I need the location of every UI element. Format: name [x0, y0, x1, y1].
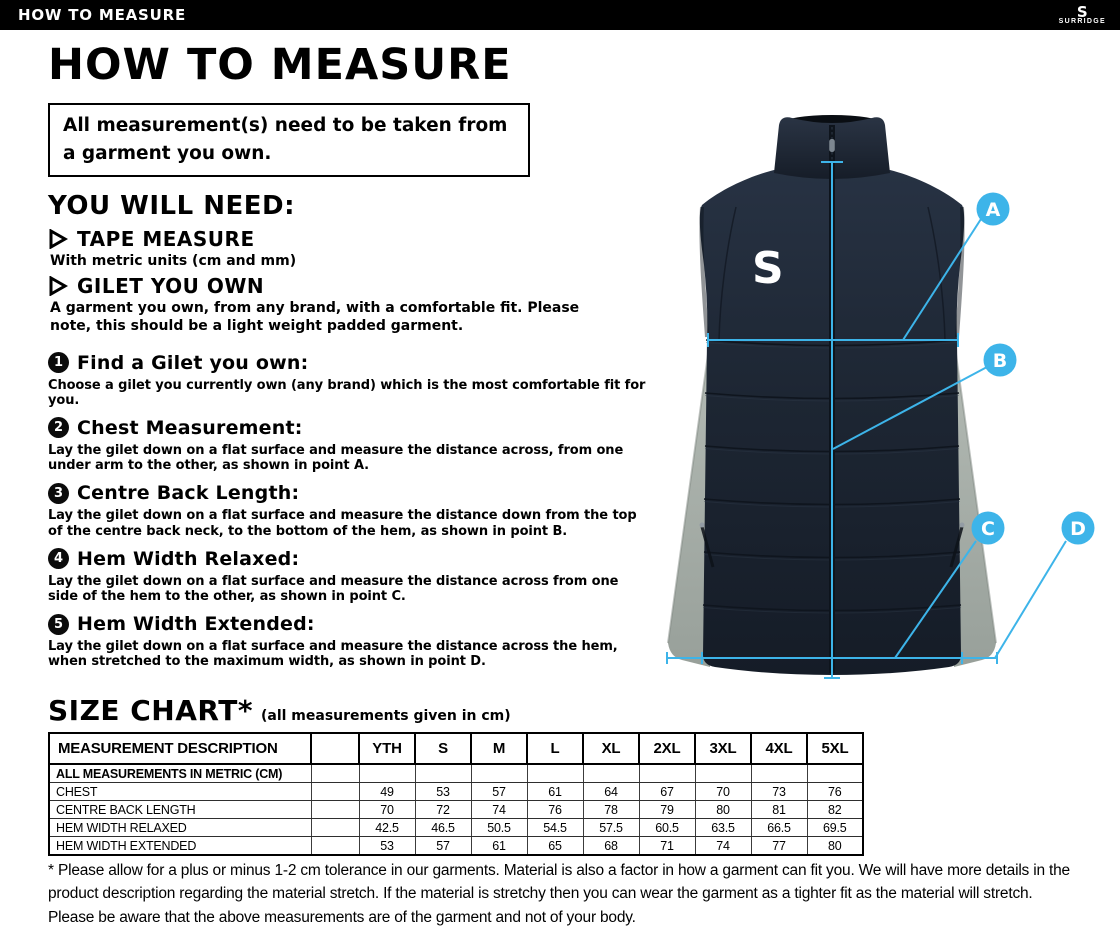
column-header-description: MEASUREMENT DESCRIPTION [49, 733, 311, 764]
step-head [48, 548, 648, 570]
svg-text:B: B [992, 350, 1008, 372]
column-header-size: M [471, 733, 527, 764]
measure-step [48, 548, 648, 604]
need-label: TAPE MEASURE [77, 227, 255, 251]
top-bar-title: HOW TO MEASURE [18, 6, 187, 24]
empty-cell [311, 764, 359, 783]
column-header-size: S [415, 733, 471, 764]
measurement-value: 61 [471, 837, 527, 856]
measure-point-b [984, 344, 1017, 377]
step-description: Lay the gilet down on a flat surface and measure the distance across, from one under arm to the other, as shown in point A. [48, 442, 624, 474]
size-table-header-row [49, 733, 863, 764]
step-number-badge: 1 [48, 352, 69, 373]
step-head [48, 417, 648, 439]
measure-step [48, 613, 648, 669]
measure-step [48, 417, 648, 473]
column-header-size: 3XL [695, 733, 751, 764]
measurement-value: 65 [527, 837, 583, 856]
need-item-head [48, 227, 648, 251]
step-number-badge: 2 [48, 417, 69, 438]
step-head [48, 352, 648, 374]
measurement-value: 76 [807, 783, 863, 801]
empty-cell [311, 783, 359, 801]
need-item [48, 274, 648, 335]
empty-cell [695, 764, 751, 783]
page-title: HOW TO MEASURE [48, 40, 512, 90]
step-title: Chest Measurement: [77, 416, 303, 439]
size-table-head [49, 733, 863, 764]
step-description: Lay the gilet down on a flat surface and measure the distance down from the top of the centre back neck, to the bottom of the hem, as shown in point B. [48, 508, 637, 539]
column-header-size: 2XL [639, 733, 695, 764]
empty-cell [807, 764, 863, 783]
need-item-head [48, 274, 648, 298]
measurement-value: 57 [415, 837, 471, 856]
top-bar [0, 0, 1120, 30]
measurement-value: 78 [583, 801, 639, 819]
gilet-measurement-diagram [640, 95, 1120, 725]
measurement-value: 82 [807, 801, 863, 819]
surridge-wordmark: SURRIDGE [1058, 17, 1106, 25]
measurement-value: 69.5 [807, 819, 863, 837]
measurement-value: 73 [751, 783, 807, 801]
svg-text:A: A [985, 199, 1001, 221]
measurement-label: CHEST [49, 783, 311, 801]
measure-step [48, 352, 648, 408]
size-table-body [49, 764, 863, 855]
measure-step [48, 482, 648, 538]
zip-pull [829, 139, 835, 152]
triangle-bullet-icon [48, 229, 68, 249]
empty-cell [311, 801, 359, 819]
measure-point-c [972, 512, 1005, 545]
instructions-column [48, 36, 648, 679]
step-title: Hem Width Extended: [77, 613, 315, 636]
note-box: All measurement(s) need to be taken from a garment you own. [48, 103, 530, 177]
measurement-value: 74 [695, 837, 751, 856]
step-description: Choose a gilet you currently own (any brand) which is the most comfortable fit for you. [48, 377, 646, 408]
empty-cell [639, 764, 695, 783]
measurement-label: HEM WIDTH RELAXED [49, 819, 311, 837]
measurement-value: 54.5 [527, 819, 583, 837]
you-will-need-heading: YOU WILL NEED: [48, 191, 295, 221]
measurement-value: 81 [751, 801, 807, 819]
measurement-value: 71 [639, 837, 695, 856]
measurement-value: 50.5 [471, 819, 527, 837]
column-header-gap [311, 733, 359, 764]
chest-logo-s: S [752, 243, 784, 294]
metric-note-row [49, 764, 863, 783]
measurement-value: 64 [583, 783, 639, 801]
measurement-value: 80 [695, 801, 751, 819]
size-table-row [49, 801, 863, 819]
column-header-size: YTH [359, 733, 415, 764]
step-description: Lay the gilet down on a flat surface and measure the distance across the hem, when stretched to the maximum width, as shown in point D. [48, 639, 618, 670]
step-description: Lay the gilet down on a flat surface and measure the distance across from one side of the hem to the other, as shown in point C. [48, 573, 619, 604]
step-number-badge: 3 [48, 483, 69, 504]
size-table-row [49, 819, 863, 837]
column-header-size: 5XL [807, 733, 863, 764]
measurement-value: 61 [527, 783, 583, 801]
step-title: Hem Width Relaxed: [77, 547, 300, 570]
empty-cell [311, 837, 359, 856]
measurement-value: 77 [751, 837, 807, 856]
measurement-value: 53 [359, 837, 415, 856]
measurement-value: 79 [639, 801, 695, 819]
measure-point-d [1062, 512, 1095, 545]
empty-cell [415, 764, 471, 783]
surridge-logo [1058, 2, 1120, 25]
surridge-s-icon: S [1076, 2, 1088, 21]
callout-line-d [995, 541, 1066, 658]
measurement-value: 49 [359, 783, 415, 801]
empty-cell [471, 764, 527, 783]
measurement-value: 72 [415, 801, 471, 819]
measurement-value: 80 [807, 837, 863, 856]
empty-cell [583, 764, 639, 783]
step-head [48, 613, 648, 635]
svg-text:D: D [1070, 518, 1086, 540]
svg-text:C: C [981, 518, 995, 540]
gilet-diagram-svg [640, 95, 1120, 725]
metric-note-cell: ALL MEASUREMENTS IN METRIC (CM) [49, 764, 311, 783]
measurement-label: CENTRE BACK LENGTH [49, 801, 311, 819]
measurement-value: 53 [415, 783, 471, 801]
empty-cell [751, 764, 807, 783]
size-chart-section [48, 694, 1082, 944]
size-table [48, 732, 864, 856]
measurement-value: 60.5 [639, 819, 695, 837]
step-title: Centre Back Length: [77, 482, 300, 505]
steps-list [48, 352, 648, 670]
need-item [48, 227, 648, 270]
empty-cell [527, 764, 583, 783]
step-number-badge: 5 [48, 614, 69, 635]
measurement-value: 42.5 [359, 819, 415, 837]
measurement-value: 68 [583, 837, 639, 856]
column-header-size: XL [583, 733, 639, 764]
measurement-value: 67 [639, 783, 695, 801]
column-header-size: 4XL [751, 733, 807, 764]
size-chart-title: SIZE CHART* [48, 694, 253, 727]
measurement-value: 57 [471, 783, 527, 801]
measurement-value: 76 [527, 801, 583, 819]
measurement-value: 66.5 [751, 819, 807, 837]
measurement-value: 63.5 [695, 819, 751, 837]
measurement-label: HEM WIDTH EXTENDED [49, 837, 311, 856]
size-table-row [49, 837, 863, 856]
measurement-value: 46.5 [415, 819, 471, 837]
tolerance-footnote: * Please allow for a plus or minus 1-2 cm tolerance in our garments. Material is also a factor in how a garment can fit you. We will have more details in the product description regarding the material stretch. If the material is stretchy then you can wear the garment as a tighter fit as the material will stretch. Please be aware that the above measurements are of the garment and not of your body. [48, 862, 1070, 926]
size-chart-subtitle: (all measurements given in cm) [260, 708, 511, 724]
measurement-value: 57.5 [583, 819, 639, 837]
column-header-size: L [527, 733, 583, 764]
you-will-need-items [48, 227, 648, 336]
size-table-row [49, 783, 863, 801]
step-number-badge: 4 [48, 548, 69, 569]
need-label: GILET YOU OWN [77, 274, 265, 299]
need-description: A garment you own, from any brand, with a comfortable fit. Please note, this should be a light weight padded garment. [50, 300, 580, 335]
need-description: With metric units (cm and mm) [50, 253, 297, 269]
triangle-bullet-icon [48, 276, 68, 296]
measurement-value: 70 [359, 801, 415, 819]
measure-point-a [977, 193, 1010, 226]
step-title: Find a Gilet you own: [77, 351, 309, 374]
empty-cell [359, 764, 415, 783]
step-head [48, 482, 648, 504]
empty-cell [311, 819, 359, 837]
measurement-value: 70 [695, 783, 751, 801]
measurement-value: 74 [471, 801, 527, 819]
